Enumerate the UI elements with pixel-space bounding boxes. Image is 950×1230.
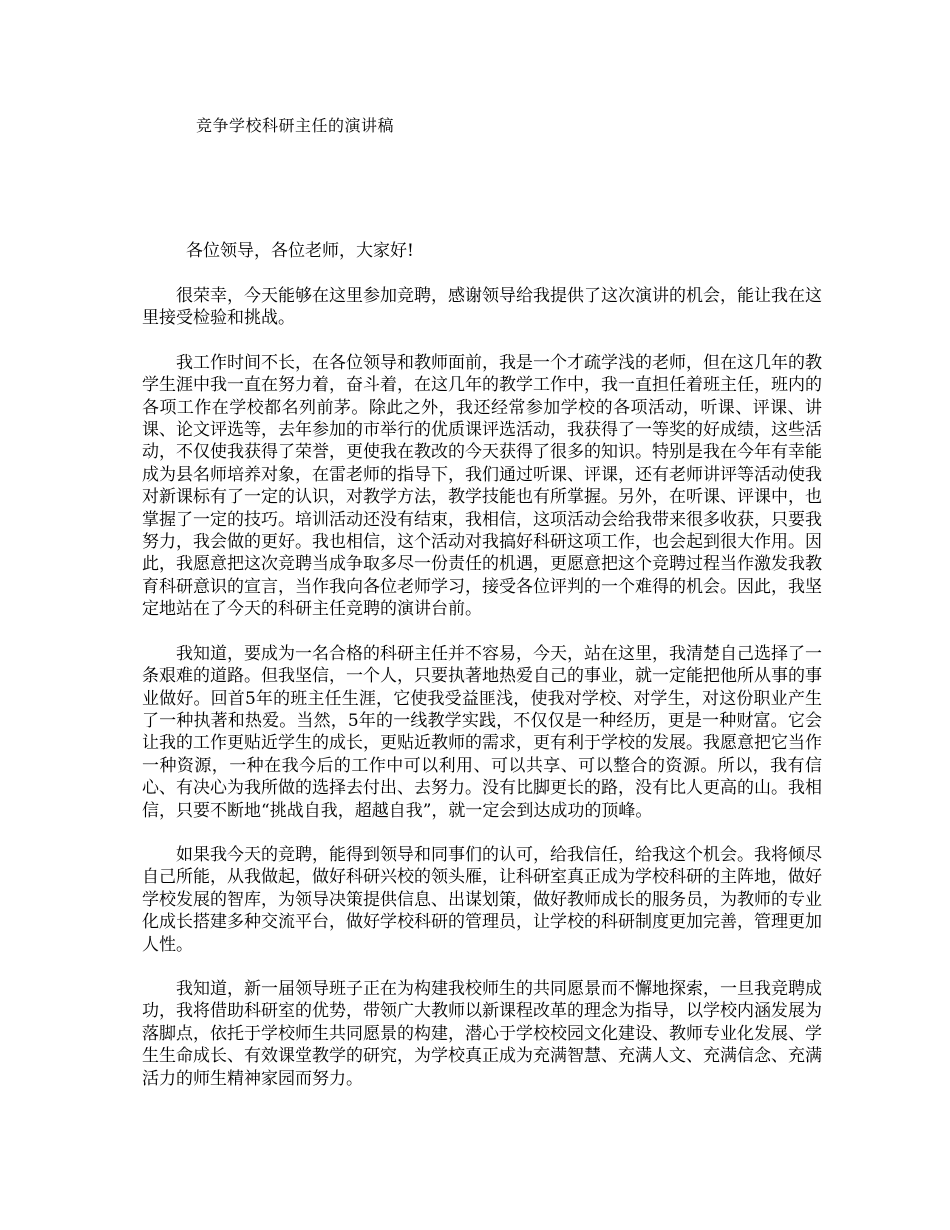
document-title: 竞争学校科研主任的演讲稿 [196,116,395,135]
paragraph-plans: 如果我今天的竞聘，能得到领导和同事们的认可，给我信任，给我这个机会。我将倾尽自己所能，从我做起，做好科研兴校的领头雁，让科研室真正成为学校科研的主阵地，做好学校发展的智库，为领导决策提供信息、出谋划策，做好教师成长的服务员，为教师的专业化成长搭建多种交流平台，做好学校科研的管理员，让学校的科研制度更加完善，管理更加人性。 [142,844,822,955]
paragraph-vision: 我知道，新一届领导班子正在为构建我校师生的共同愿景而不懈地探索，一旦我竞聘成功，我将借助科研室的优势，带领广大教师以新课程改革的理念为指导，以学校内涵发展为落脚点，依托于学校师生共同愿景的构建，潜心于学校校园文化建设、教师专业化发展、学生生命成长、有效课堂教学的研究，为学校真正成为充满智慧、充满人文、充满信念、充满活力的师生精神家园而努力。 [142,978,822,1089]
paragraph-experience: 我工作时间不长，在各位领导和教师面前，我是一个才疏学浅的老师，但在这几年的教学生涯中我一直在努力着，奋斗着，在这几年的教学工作中，我一直担任着班主任，班内的各项工作在学校都名列前茅。除此之外，我还经常参加学校的各项活动，听课、评课、讲课、论文评选等，去年参加的市举行的优质课评选活动，我获得了一等奖的好成绩，这些活动，不仅使我获得了荣誉，更使我在教改的今天获得了很多的知识。特别是我在今年有幸能成为县名师培养对象，在雷老师的指导下，我们通过听课、评课，还有老师讲评等活动使我对新课标有了一定的认识，对教学方法，教学技能也有所掌握。另外，在听课、评课中，也掌握了一定的技巧。培训活动还没有结束，我相信，这项活动会给我带来很多收获，只要我努力，我会做的更好。我也相信，这个活动对我搞好科研这项工作，也会起到很大作用。因此，我愿意把这次竞聘当成争取多尽一份责任的机遇，更愿意把这个竞聘过程当作激发我教育科研意识的宣言，当作我向各位老师学习，接受各位评判的一个难得的机会。因此，我坚定地站在了今天的科研主任竞聘的演讲台前。 [142,352,822,620]
paragraph-commitment: 我知道，要成为一名合格的科研主任并不容易，今天，站在这里，我清楚自己选择了一条艰难的道路。但我坚信，一个人，只要执著地热爱自己的事业，就一定能把他所从事的事业做好。回首5年的班主任生涯，它使我受益匪浅，使我对学校、对学生，对这份职业产生了一种执著和热爱。当然，5年的一线教学实践，不仅仅是一种经历，更是一种财富。它会让我的工作更贴近学生的成长，更贴近教师的需求，更有利于学校的发展。我愿意把它当作一种资源，一种在我今后的工作中可以利用、可以共享、可以整合的资源。所以，我有信心、有决心为我所做的选择去付出、去努力。没有比脚更长的路，没有比人更高的山。我相信，只要不断地“挑战自我，超越自我”，就一定会到达成功的顶峰。 [142,643,822,821]
document-body [142,285,822,1112]
paragraph-opening: 很荣幸，今天能够在这里参加竞聘，感谢领导给我提供了这次演讲的机会，能让我在这里接受检验和挑战。 [142,286,822,329]
greeting-line: 各位领导，各位老师，大家好! [186,241,414,261]
